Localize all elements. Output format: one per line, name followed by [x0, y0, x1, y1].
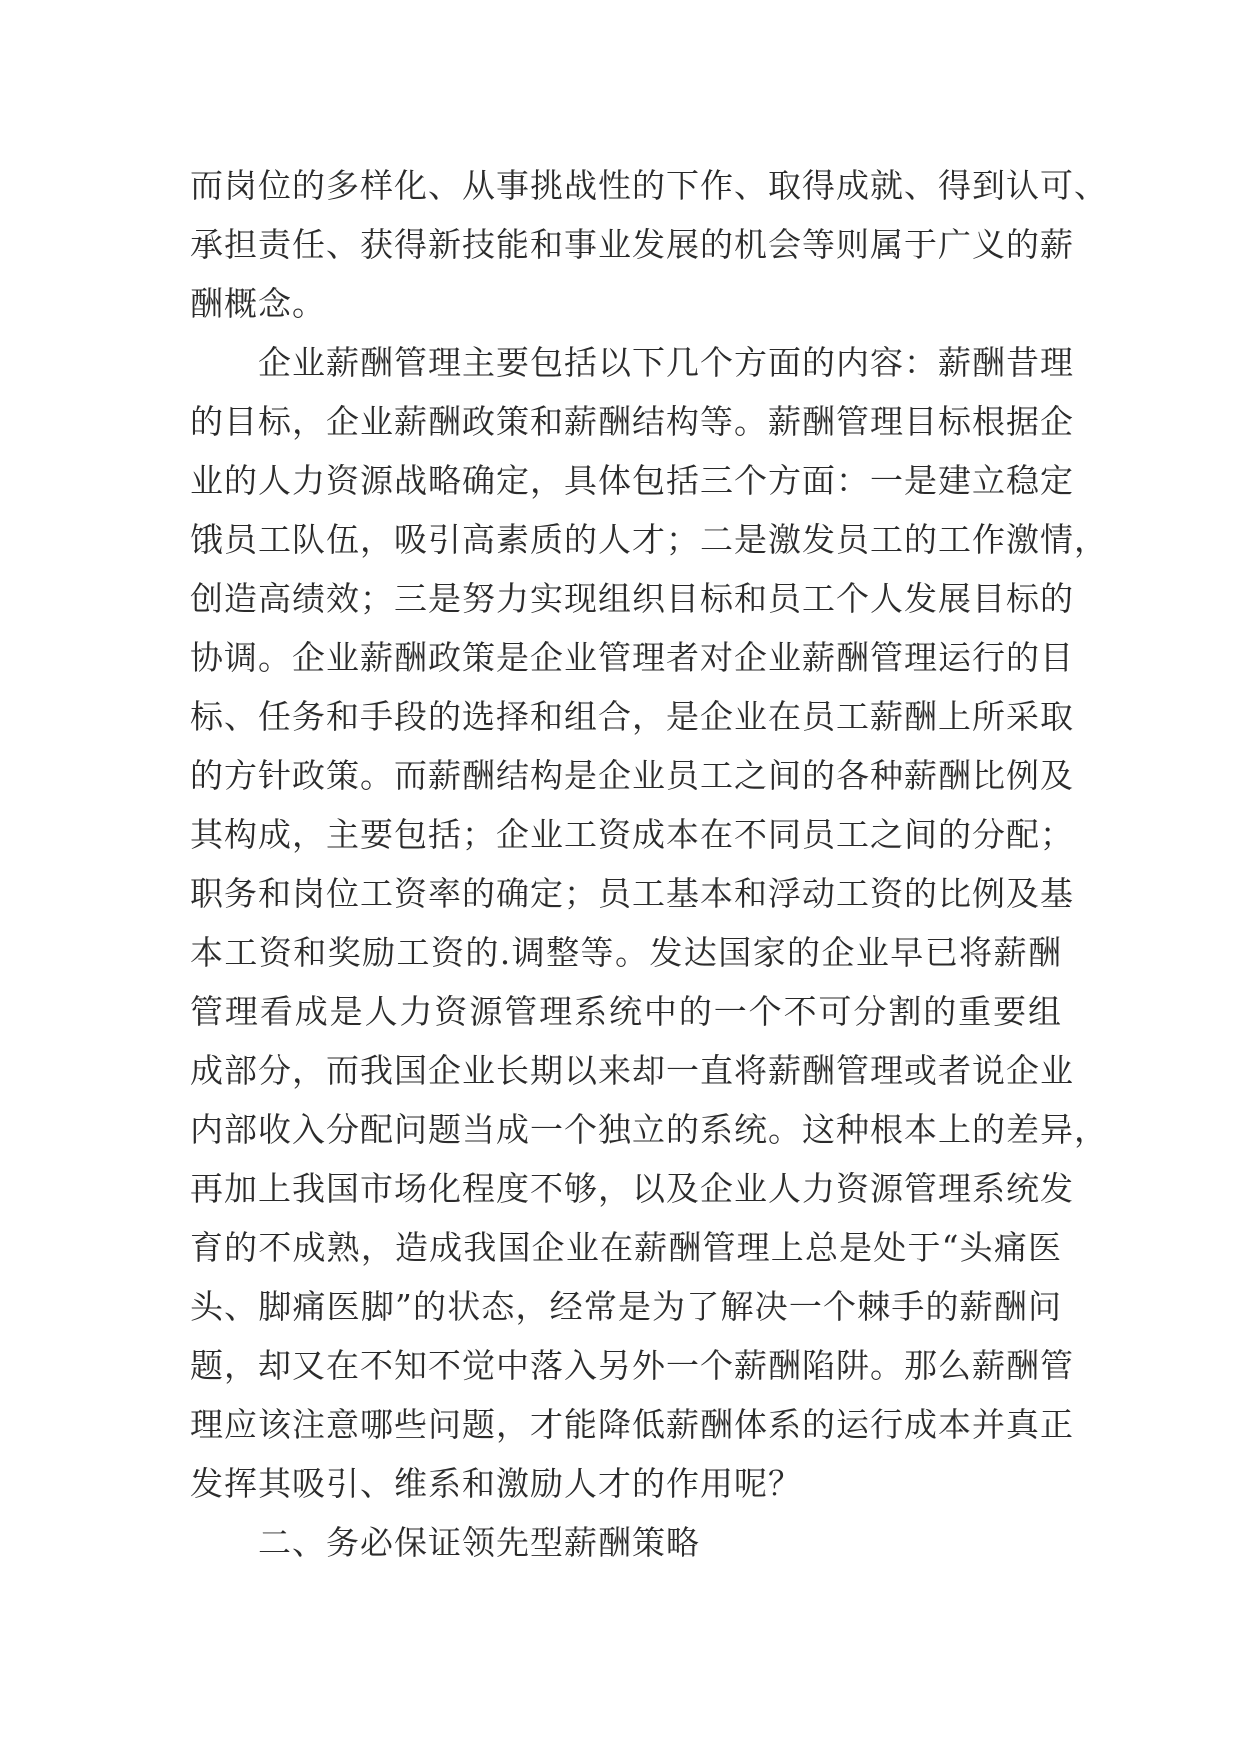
- text-line: 题，却又在不知不觉中落入另外一个薪酬陷阱。那么薪酬管: [190, 1346, 1074, 1385]
- text-line: 标、任务和手段的选择和组合，是企业在员工薪酬上所采取: [190, 697, 1074, 736]
- body-text: [190, 156, 1108, 1572]
- text-line: 业的人力资源战略确定，具体包括三个方面：一是建立稳定: [190, 461, 1074, 500]
- text-line: 协调。企业薪酬政策是企业管理者对企业薪酬管理运行的目: [190, 638, 1074, 677]
- text-line: 创造高绩效；三是努力实现组织目标和员工个人发展目标的: [190, 579, 1074, 618]
- text-line: 本工资和奖励工资的.调整等。发达国家的企业早已将薪酬: [190, 933, 1062, 972]
- text-line: 理应该注意哪些问题，才能降低薪酬体系的运行成本并真正: [190, 1405, 1074, 1444]
- text-line: 成部分，而我国企业长期以来却一直将薪酬管理或者说企业: [190, 1051, 1074, 1090]
- text-line: 的方针政策。而薪酬结构是企业员工之间的各种薪酬比例及: [190, 756, 1074, 795]
- text-line: 育的不成熟，造成我国企业在薪酬管理上总是处于“头痛医: [190, 1228, 1062, 1267]
- text-line: 再加上我国市场化程度不够，以及企业人力资源管理系统发: [190, 1169, 1074, 1208]
- text-line: 的目标，企业薪酬政策和薪酬结构等。薪酬管理目标根据企: [190, 402, 1074, 441]
- text-line: 头、脚痛医脚”的状态，经常是为了解决一个棘手的薪酬问: [190, 1287, 1062, 1326]
- text-line: 企业薪酬管理主要包括以下几个方面的内容：薪酬昔理: [258, 343, 1074, 382]
- text-line: 承担责任、获得新技能和事业发展的机会等则属于广义的薪: [190, 225, 1074, 264]
- text-line: 发挥其吸引、维系和激励人才的作用呢？: [190, 1464, 802, 1503]
- paragraph-2: [190, 333, 1108, 1513]
- text-line: 管理看成是人力资源管理系统中的一个不可分割的重要组: [190, 992, 1062, 1031]
- text-line: 职务和岗位工资率的确定；员工基本和浮动工资的比例及基: [190, 874, 1074, 913]
- text-line: 其构成，主要包括；企业工资成本在不同员工之间的分配；: [190, 815, 1074, 854]
- text-line: 饿员工队伍，吸引高素质的人才；二是激发员工的工作激情，: [190, 520, 1108, 559]
- text-line: 内部收入分配问题当成一个独立的系统。这种根本上的差异，: [190, 1110, 1108, 1149]
- paragraph-1: [190, 156, 1108, 333]
- text-line: 而岗位的多样化、从事挑战性的下作、取得成就、得到认可、: [190, 166, 1108, 205]
- text-line: 酬概念。: [190, 284, 326, 323]
- section-heading: 二、务必保证领先型薪酬策略: [258, 1523, 700, 1562]
